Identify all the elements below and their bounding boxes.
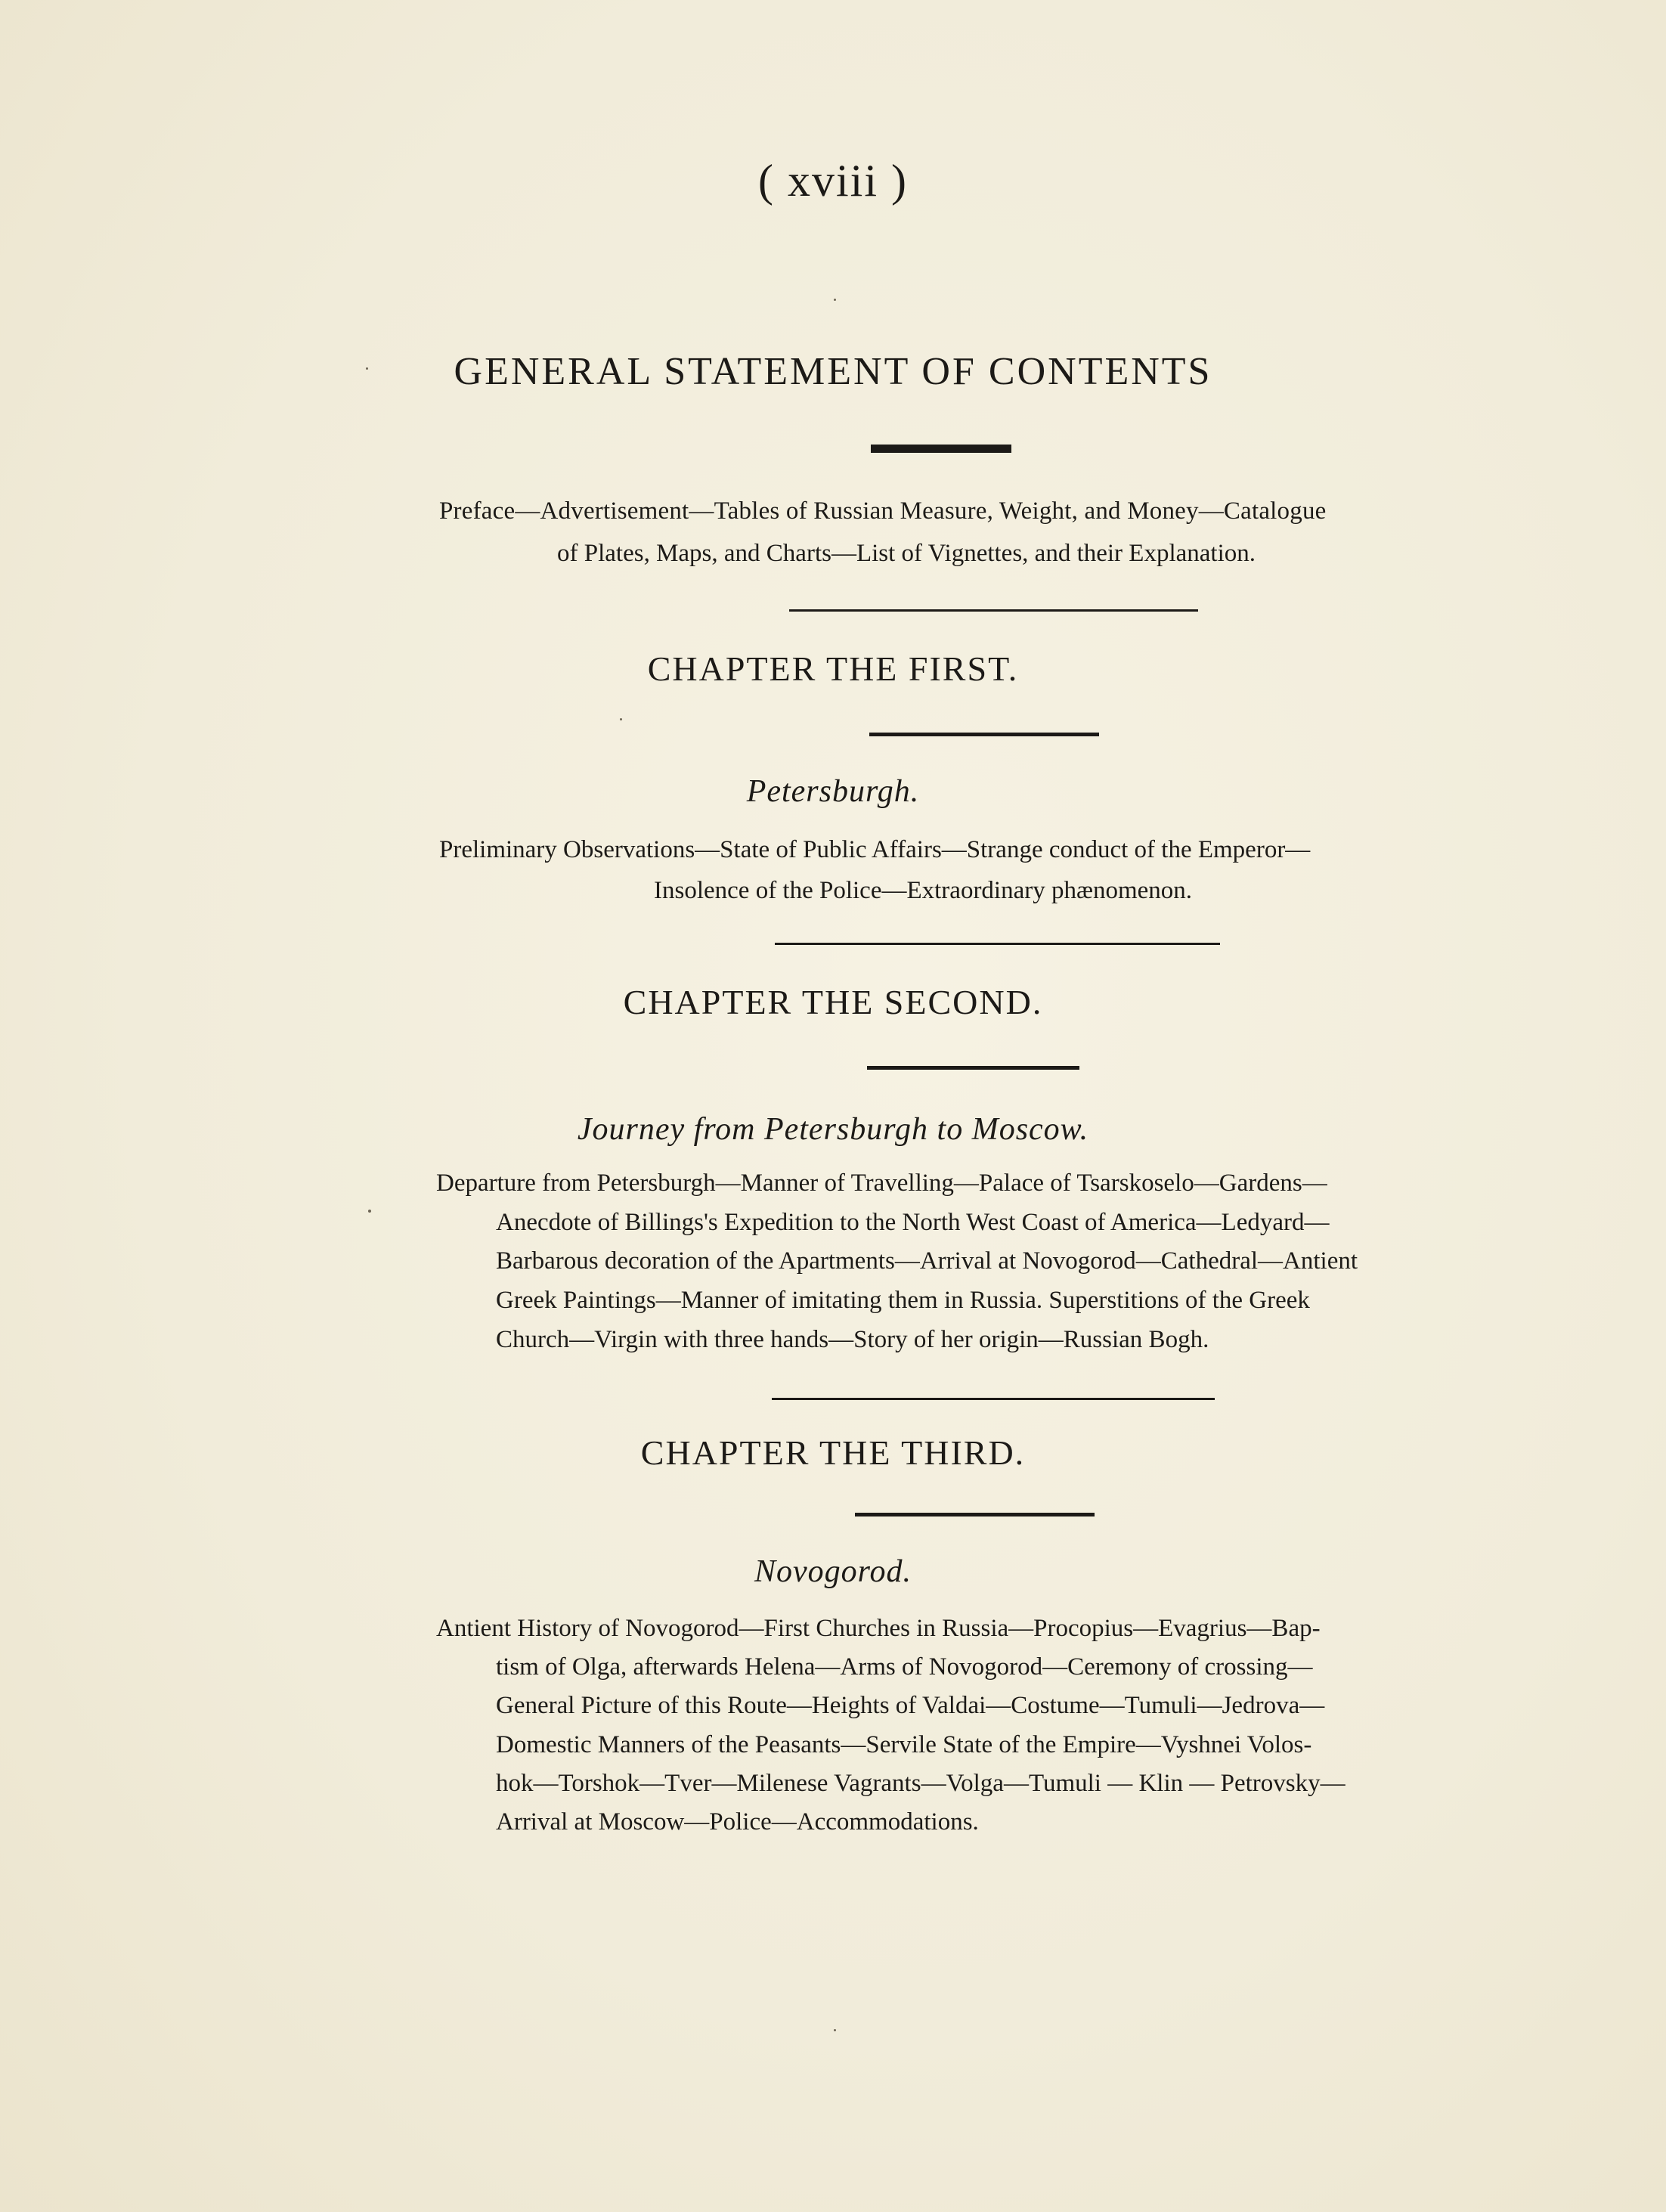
preface-line: of Plates, Maps, and Charts—List of Vignettes, and their Explanation.: [557, 540, 1256, 567]
chapter-heading: CHAPTER THE FIRST.: [647, 649, 1019, 688]
section-divider: [772, 1398, 1215, 1400]
paper-speck: [366, 367, 368, 370]
paper-speck: [368, 1210, 371, 1213]
chapter-line: Arrival at Moscow—Police—Accommodations.: [496, 1808, 979, 1836]
chapter-heading: CHAPTER THE THIRD.: [640, 1433, 1026, 1472]
chapter-line: tism of Olga, afterwards Helena—Arms of Novogorod—Ceremony of crossing—: [496, 1653, 1313, 1681]
paper-speck: [834, 299, 836, 301]
chapter-line: Preliminary Observations—State of Public Affairs—Strange conduct of the Emperor—: [439, 836, 1311, 863]
chapter-line: Barbarous decoration of the Apartments—Arrival at Novogorod—Cathedral—Antient: [496, 1247, 1358, 1275]
chapter-line: Domestic Manners of the Peasants—Servile State of the Empire—Vyshnei Volos-: [496, 1731, 1312, 1758]
chapter-subject: Journey from Petersburgh to Moscow.: [577, 1112, 1089, 1147]
chapter-line: Greek Paintings—Manner of imitating them in Russia. Superstitions of the Greek: [496, 1287, 1310, 1314]
preface-line: Preface—Advertisement—Tables of Russian Measure, Weight, and Money—Catalogue: [439, 497, 1327, 525]
chapter-line: Antient History of Novogorod—First Churches in Russia—Procopius—Evagrius—Bap-: [436, 1615, 1321, 1642]
chapter-rule: [869, 733, 1099, 736]
section-divider: [775, 943, 1220, 945]
chapter-line: Church—Virgin with three hands—Story of her origin—Russian Bogh.: [496, 1326, 1209, 1353]
page-number: ( xviii ): [758, 156, 908, 206]
chapter-line: Insolence of the Police—Extraordinary phænomenon.: [654, 877, 1193, 904]
paper-speck: [620, 718, 622, 720]
paper-speck: [834, 2029, 836, 2031]
section-divider: [789, 609, 1198, 612]
chapter-subject: Novogorod.: [754, 1554, 912, 1589]
chapter-line: hok—Torshok—Tver—Milenese Vagrants—Volga—Tumuli — Klin — Petrovsky—: [496, 1770, 1345, 1797]
chapter-rule: [867, 1066, 1079, 1070]
chapter-line: Departure from Petersburgh—Manner of Travelling—Palace of Tsarskoselo—Gardens—: [436, 1170, 1327, 1197]
chapter-line: General Picture of this Route—Heights of Valdai—Costume—Tumuli—Jedrova—: [496, 1692, 1325, 1719]
chapter-rule: [855, 1513, 1095, 1516]
chapter-heading: CHAPTER THE SECOND.: [623, 983, 1043, 1021]
title-rule-thick: [871, 446, 1011, 451]
chapter-line: Anecdote of Billings's Expedition to the North West Coast of America—Ledyard—: [496, 1209, 1330, 1236]
page-title: GENERAL STATEMENT OF CONTENTS: [454, 350, 1212, 393]
chapter-subject: Petersburgh.: [746, 774, 920, 809]
